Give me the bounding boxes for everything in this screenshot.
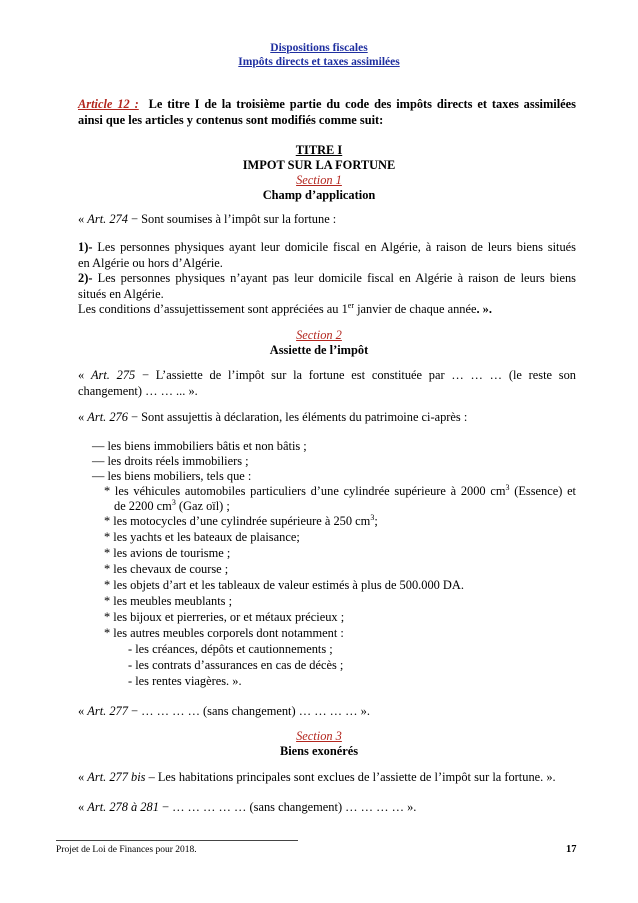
article-12-text-line1: Le titre I de la troisième partie du code des impôts directs et taxes assimilées [148, 97, 576, 111]
article-277-bis [78, 770, 576, 786]
list-item-motorcycles [104, 514, 378, 529]
article-278-281 [78, 800, 576, 816]
sub-list-item: - les contrats d’assurances en cas de décès ; [128, 658, 344, 672]
section-2-title: Assiette de l’impôt [269, 343, 369, 357]
article-274-intro [78, 212, 576, 228]
list-item: * les bijoux et pierreries, or et métaux précieux ; [104, 610, 345, 624]
article-12-label: Article 12 : [78, 97, 139, 111]
conditions-superscript: er [347, 300, 354, 310]
article-275 [78, 368, 576, 399]
article-274-paragraph-2 [78, 271, 576, 302]
paragraph-1-number: 1)- [78, 240, 93, 254]
article-274-text: − Sont soumises à l’impôt sur la fortune : [127, 212, 337, 226]
article-275-label: Art. 275 [90, 368, 136, 382]
vehicles-line2: de 2200 cm [114, 499, 172, 513]
titre-subject: IMPOT SUR LA FORTUNE [242, 158, 396, 172]
header-title: Dispositions fiscales [270, 42, 368, 54]
article-277-text: − … … … … (sans changement) … … … … ». [127, 704, 370, 718]
motorcycles-superscript: 3 [370, 512, 375, 522]
section-2-label: Section 2 [296, 328, 342, 342]
list-item: — les biens mobiliers, tels que : [92, 469, 252, 483]
motorcycles-text-end: ; [374, 514, 378, 528]
article-276-intro [78, 410, 576, 426]
quote-open: « [78, 410, 88, 424]
article-274-paragraph-1 [78, 240, 576, 271]
paragraph-2-number: 2)- [78, 271, 93, 285]
article-277 [78, 704, 576, 720]
sub-list-item: - les rentes viagères. ». [128, 674, 242, 688]
paragraph-1-line1: Les personnes physiques ayant leur domicile fiscal en Algérie, à raison de leurs biens situés [92, 240, 576, 254]
vehicles-superscript: 3 [505, 482, 510, 492]
article-12 [78, 97, 576, 128]
article-275-line2: changement) … … ... ». [78, 383, 198, 398]
list-item: — les droits réels immobiliers ; [92, 454, 249, 468]
list-item: * les objets d’art et les tableaux de valeur estimés à plus de 500.000 DA. [104, 578, 464, 592]
paragraph-1-line2: en Algérie ou hors d’Algérie. [78, 255, 223, 270]
list-item-vehicles-cont [114, 499, 230, 514]
titre-heading: TITRE I [295, 143, 343, 157]
article-278-281-label: Art. 278 à 281 [87, 800, 159, 814]
article-277-bis-label: Art. 277 bis [87, 770, 146, 784]
list-item: * les autres meubles corporels dont notamment : [104, 626, 344, 640]
section-1-label: Section 1 [296, 173, 342, 187]
article-276-text: − Sont assujettis à déclaration, les éléments du patrimoine ci-après : [127, 410, 468, 424]
article-275-line1: − L’assiette de l’impôt sur la fortune est constituée par … … … (le reste son [135, 368, 576, 382]
sub-list-item: - les créances, dépôts et cautionnements ; [128, 642, 333, 656]
section-3-label: Section 3 [296, 729, 342, 743]
list-item: * les meubles meublants ; [104, 594, 233, 608]
paragraph-2-line2: situés en Algérie. [78, 286, 164, 301]
article-277-bis-text: – Les habitations principales sont exclues de l’assiette de l’impôt sur la fortune. ». [145, 770, 556, 784]
quote-open: « [78, 770, 88, 784]
header-subtitle: Impôts directs et taxes assimilées [238, 56, 400, 68]
article-12-text-line2: ainsi que les articles y contenus sont modifiés comme suit: [78, 112, 384, 127]
list-item: — les biens immobiliers bâtis et non bâtis ; [92, 439, 307, 453]
conditions-text: Les conditions d’assujettissement sont appréciées au 1 [78, 302, 348, 316]
list-item: * les avions de tourisme ; [104, 546, 231, 560]
list-item: * les yachts et les bateaux de plaisance; [104, 530, 300, 544]
vehicles-line1: * les véhicules automobiles particuliers d’une cylindrée supérieure à 2000 cm [104, 484, 506, 498]
article-274-label: Art. 274 [87, 212, 128, 226]
quote-open: « [78, 212, 88, 226]
vehicles-line2-end: (Gaz oïl) ; [175, 499, 230, 513]
quote-open: « [78, 704, 88, 718]
article-274-conditions [78, 302, 576, 318]
list-item: * les chevaux de course ; [104, 562, 229, 576]
page-number: 17 [566, 844, 577, 855]
conditions-text-end: janvier de chaque année [354, 302, 477, 316]
vehicles-line2-superscript: 3 [171, 497, 176, 507]
vehicles-line1-end: (Essence) et [509, 484, 577, 498]
section-1-title: Champ d’application [262, 188, 376, 202]
footer-divider [56, 840, 298, 841]
paragraph-2-line1: Les personnes physiques n’ayant pas leur domicile fiscal en Algérie à raison de leurs biens [92, 271, 576, 285]
article-278-281-text: − … … … … … (sans changement) … … … … ». [158, 800, 417, 814]
motorcycles-text: * les motocycles d’une cylindrée supérieure à 250 cm [104, 514, 371, 528]
quote-open: « [78, 800, 88, 814]
article-277-label: Art. 277 [87, 704, 128, 718]
quote-open: « [78, 368, 91, 382]
list-item-vehicles [104, 484, 576, 499]
article-276-label: Art. 276 [87, 410, 128, 424]
conditions-close: . ». [476, 302, 492, 316]
section-3-title: Biens exonérés [279, 744, 359, 758]
footer-text: Projet de Loi de Finances pour 2018. [56, 845, 197, 855]
